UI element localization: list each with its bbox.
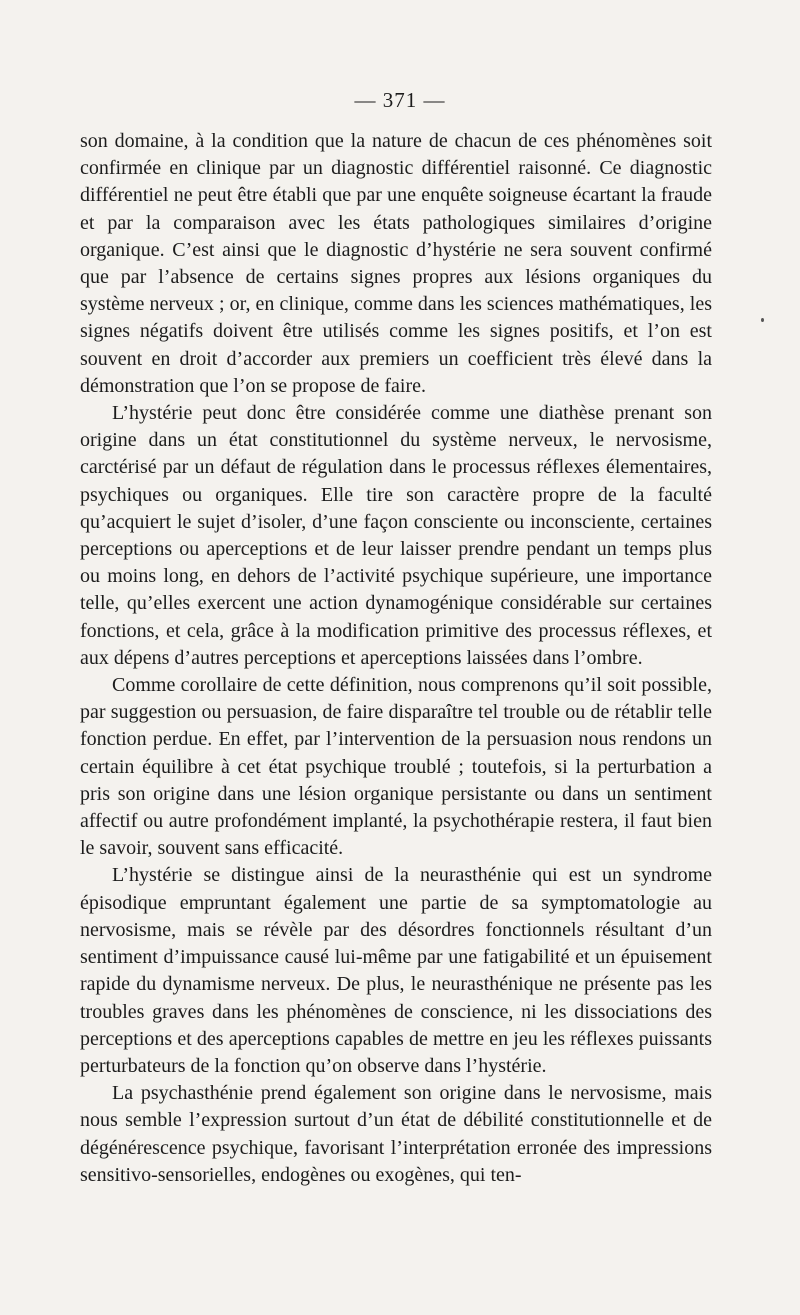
paragraph-hysteria-definition: L’hystérie peut donc être considérée comme une diathèse prenant son origine dans un état constitutionnel du système nerveux, le nervosisme, carctérisé par un défaut de régulation dans le processus réflexes élementaires, psychiques ou organiques. Elle tire son caractère propre de la faculté qu’acquiert le sujet d’isoler, d’une façon consciente ou inconsciente, certaines perceptions ou aperceptions et de leur laisser prendre pendant un temps plus ou moins long, en dehors de l’activité psychique supérieure, une importance telle, qu’elles exercent une action dynamogénique considérable sur certaines fonctions, et cela, grâce à la modification primitive des processus réflexes, et aux dépens d’autres perceptions et aperceptions laissées dans l’ombre. xyxy=(80,402,712,669)
body-text xyxy=(80,128,712,1189)
page-number: — 371 — xyxy=(354,88,446,112)
paragraph-neurasthenia: L’hystérie se distingue ainsi de la neurasthénie qui est un syndrome épisodique empruntant également une partie de sa symptomatologie au nervosisme, mais se révèle par des désordres fonctionnels résultant d’un sentiment d’impuissance causé lui-même par une fatigabilité et un épuisement rapide du dynamisme nerveux. De plus, le neurasthénique ne présente pas les troubles graves dans les phénomènes de conscience, ni les dissociations des perceptions et des aperceptions capables de mettre en jeu les réflexes puissants perturbateurs de la fonction qu’on observe dans l’hystérie. xyxy=(80,864,712,1077)
print-speck xyxy=(761,318,764,322)
paragraph-continuation: son domaine, à la condition que la nature de chacun de ces phénomènes soit confirmée en clinique par un diagnostic différentiel raisonné. Ce diagnostic différentiel ne peut être établi que par une enquête soigneuse écartant la fraude et par la comparaison avec les états pathologiques similaires d’origine organique. C’est ainsi que le diagnostic d’hystérie ne sera souvent confirmé que par l’absence de certains signes propres aux lésions organiques du système nerveux ; or, en clinique, comme dans les sciences mathématiques, les signes négatifs doivent être utilisés comme les signes positifs, et l’on est souvent en droit d’accorder aux premiers un coefficient très élevé dans la démonstration que l’on se propose de faire. xyxy=(80,130,712,397)
paragraph-corollary: Comme corollaire de cette définition, nous comprenons qu’il soit possible, par suggestion ou persuasion, de faire disparaître tel trouble ou de rétablir telle fonction perdue. En effet, par l’intervention de la persuasion nous rendons un certain équilibre à cet état psychique troublé ; toutefois, si la perturbation a pris son origine dans une lésion organique persistante ou dans un sentiment affectif ou autre profondément implanté, la psychothérapie restera, il faut bien le savoir, souvent sans efficacité. xyxy=(80,674,712,860)
paragraph-psychasthenia: La psychasthénie prend également son origine dans le nervosisme, mais nous semble l’expression surtout d’un état de débilité constitutionnelle et de dégénérescence psychique, favorisant l’interprétation erronée des impressions sensitivo-sensorielles, endogènes ou exogènes, qui ten- xyxy=(80,1082,712,1186)
